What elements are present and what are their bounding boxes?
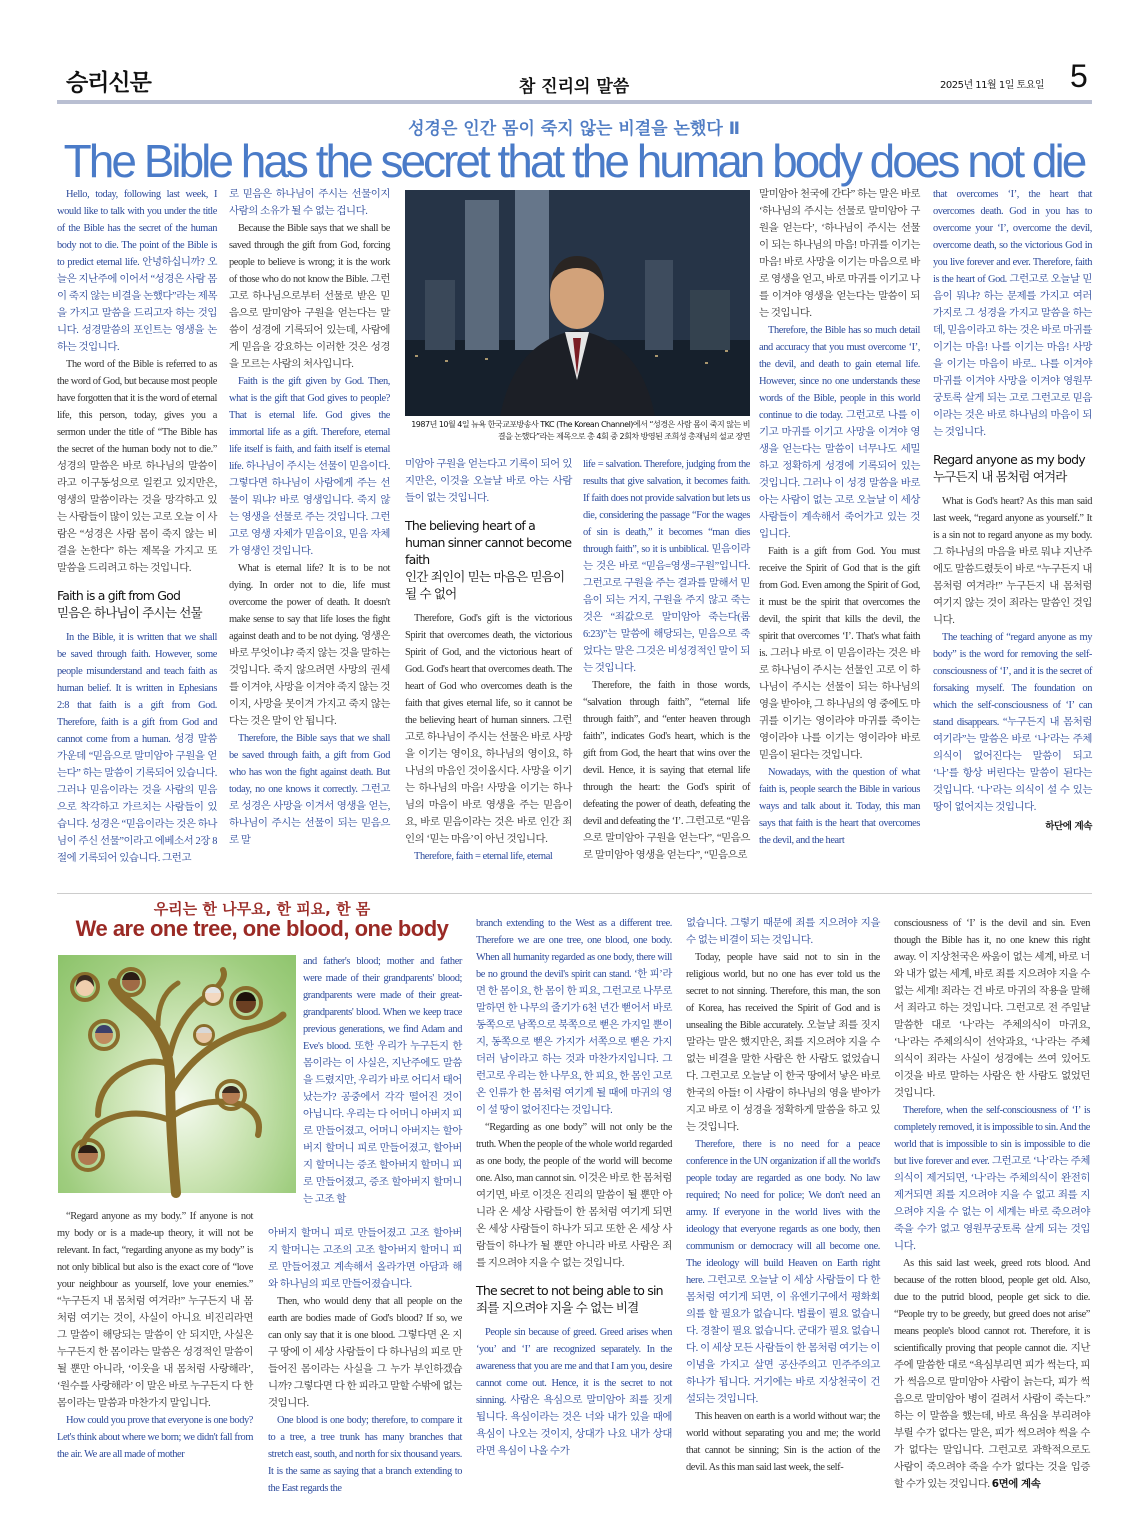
paragraph-text: 말미암아 천국에 간다” 하는 말은 바로 ‘하나님의 주시는 선물로 말미암아 구원을 얻는다’, ‘하나님이 주시는 선물이 되는 하나님의 마음! 마귀를 이기는 마음! 바로 사망을 이기는 마음으로 바로 영생을 얻고, 바로 마귀를 이기고 나를 이겨야 영생을 얻는다는 말씀이 되는 것입니다. <box>759 189 920 319</box>
paragraph <box>894 1102 1090 1255</box>
paragraph-text: “Regard anyone as my body.” If anyone is not my body or is a made-up theory, it will not be relevant. In fact, “regarding anyone as my body” is not only biblical but also is the exact core of “love your neighbour as yourself, love your enemies.” “누구든지 내 몸처럼 여겨라!” 누구든지 내 몸처럼 여기는 것이, 사실이 아니요 비진리라면 그 말씀이 해당되는 말씀이 안 되지만, 사실은 누구든지 한 몸이라는 말씀은 성경적인 말씀이 될 뿐만 아니라, ‘이웃을 내 몸처럼 사랑해라’, ‘원수를 사랑해라’ 이 말은 바로 누구든지 다 한 몸이라는 말씀과 마찬가지 말입니다. <box>57 1211 253 1409</box>
paragraph-text: Therefore, God's gift is the victorious Spirit that overcomes death, the victorious Spirit of God, and the victorious heart of God. God's heart that overcomes death. The heart of God who overcomes death is the faith that gives eternal life, so it cannot be the believing heart of human sinners. 그런고로 하나님이 주시는 선물은 바로 사망을 이기는 영이요, 하나님의 영이요, 하나님의 마음인 것이올시다. 사망을 이기는 하나님의 마음! 사망을 이기는 하나님의 마음이 바로 영생을 주는 믿음이요, 바로 믿음이라는 것은 바로 인간 죄인의 ‘믿는 마음’이 아닌 것입니다. <box>405 613 572 845</box>
paragraph-text: Today, people have said not to sin in the religious world, but no one has ever told us the secret to not sinning. Therefore, this man, the son of Korea, has received the Spirit of God and is unsealing the Bible accurately. 오늘날 죄를 짓지 말라는 말은 했지만은, 죄를 지으려야 지을 수 없는 비결을 말한 사람은 한 사람도 없었습니다. 그런고로 오늘날 이 한국 땅에서 낳은 바로 한국의 아들! 이 사람이 하나님의 영을 받아가지고 바로 이 성경을 정확하게 말씀을 하고 있는 것입니다. <box>686 952 880 1133</box>
sidebar-column-3 <box>476 915 672 1488</box>
subheading-english: The believing heart of a human sinner cannot become faith <box>405 518 572 567</box>
photo-caption: 1987년 10월 4일 뉴욕 한국교포방송사 TKC (The Korean Channel)에서 “성경은 사람 몸이 죽지 않는 비결을 논했다”라는 제목으로 총 4회 중 2회차 방영된 조희성 총재님의 설교 장면 <box>411 420 750 441</box>
paragraph <box>57 356 217 577</box>
paragraph <box>583 456 750 677</box>
paragraph-text: What is God's heart? As this man said last week, “regard anyone as yourself.” It is a sin not to regard anyone as my body. 그 하나님의 마음을 바로 뭐냐 지난주에도 말씀드렸듯이 바로 “누구든지 내 몸처럼 여겨라!” 누구든지 내 몸처럼 여기지 않는 것이 죄라는 말씀인 것입니다. <box>933 496 1092 626</box>
paragraph-text: life = salvation. Therefore, judging from the results that give salvation, it becomes faith. If faith does not provide salvation but lets us die, considering the passage “For the wages of sin is death,” it becomes “man dies through faith”, so it is unbiblical. 믿음이라는 것은 바로 “믿음=영생=구원”입니다. 그런고로 구원을 주는 결과를 말해서 믿음이 되는 거지, 구원을 주지 않고 죽는 것은 “죄값으로 말미암아 죽는다(롬6:23)”는 말씀에 해당되는, 믿음으로 죽었다는 말은 그것은 비성경적인 말이 되는 것입니다. <box>583 459 750 674</box>
paragraph <box>759 322 920 543</box>
paragraph-text: 없습니다. 그렇기 때문에 죄를 지으려야 지을 수 없는 비결이 되는 것입니다. <box>686 918 880 946</box>
paragraph <box>268 1412 462 1497</box>
paragraph-text: consciousness of ‘I’ is the devil and sin. Even though the Bible has it, no one knew this right away. 이 지상천국은 싸움이 없는 세계, 바로 너와 내가 없는 세계, 바로 죄를 지으려야 지을 수 없는 세계! 죄라는 건 바로 마귀의 작용을 말해서 죄라고 하는 것입니다. 그런고로 전 주일날 말씀한 대로 ‘나’라는 주체의식이 마귀요, ‘나’라는 주체의식이 선악과요, ‘나’라는 주체의식이 죄라는 사실이 성경에는 쓰여 있어도 이것을 바로 말하는 사람은 한 사람도 없었던 것입니다. <box>894 918 1090 1099</box>
sidebar-title: We are one tree, one blood, one body <box>75 916 449 941</box>
article-kicker: 성경은 인간 몸이 죽지 않는 비결을 논했다 Ⅱ <box>408 119 740 139</box>
paragraph-text: Therefore, there is no need for a peace conference in the UN organization if all the world's people today are regarded as one body. No law required; No need for police; We don't need an army. If everyone in the world lives with the ideology that everyone regards as one body, then communism or democracy will all become one. The ideology will build Heaven on Earth right here. 그런고로 오늘날 이 세상 사람들이 다 한 몸처럼 여기게 되면, 이 유엔기구에서 평화회의를 할 필요가 없습니다. 법률이 필요 없습니다. 경찰이 필요 없습니다. 군대가 필요 없습니다. 이 세상 모든 사람들이 한 몸처럼 여기는 이 이념을 가지고 살면 공산주의고 민주주의고 하나가 됩니다. 거기에는 바로 지상천국이 건설되는 것입니다. <box>686 1139 880 1405</box>
paragraph-text: branch extending to the West as a different tree. Therefore we are one tree, one blood, one body. When all humanity regarded as one body, there will be no ground the devil's spirit can stand. ‘한 피’라면 한 몸이요, 한 몸이 한 피요, 그런고로 나무로 말하면 한 나무의 줄기가 6천 년간 뻗어서 바로 동쪽으로 남쪽으로 북쪽으로 뻗은 가지일 뿐이지, 동쪽으로 뻗은 가지가 서쪽으로 뻗은 가지더러 남이라고 하는 것과 마찬가지입니다. 그런고로 우리는 한 나무요, 한 피요, 한 몸인 고로 온 인류가 한 몸처럼 여기게 될 때에 마귀의 영이 설 땅이 없어진다는 것입니다. <box>476 918 672 1116</box>
sidebar-column-1 <box>57 1208 253 1488</box>
subheading-korean: 인간 죄인이 믿는 마음은 믿음이 될 수 없어 <box>405 569 565 601</box>
family-tree-image <box>58 955 296 1193</box>
section-divider <box>57 893 1092 894</box>
paragraph <box>933 493 1092 629</box>
paragraph-text: As this said last week, greed rots blood. And because of the rotten blood, people get old. Also, due to the putrid blood, people get sick to die. “People try to be greedy, but greed does not arise” means people's blood cannot rot. Therefore, it is scientifically proving that people cannot die. 지난주에 말씀한 대로 “욕심부리면 피가 썩는다, 피가 썩음으로 말미암아 사람이 늙는다, 피가 썩음으로 말미암아 병이 걸려서 사람이 죽는다.” 하는 이 말씀을 했는데, 바로 욕심을 부리려야 부릴 수가 없다는 말은, 피가 썩으려야 썩을 수가 없다는 말입니다. 그런고로 과학적으로도 사람이 죽으려야 죽을 수가 없다는 것을 입증할 수가 있는 것입니다. <box>894 1258 1090 1490</box>
subheading <box>476 1282 672 1316</box>
page-number: 5 <box>1070 58 1088 94</box>
paragraph <box>894 915 1090 1102</box>
paragraph <box>229 560 390 730</box>
article-column-1 <box>57 186 217 886</box>
article-column-6 <box>933 186 1092 886</box>
paragraph-text: “Regarding as one body” will not only be the truth. When the people of the whole world regarded as one body, the people of the world will become one. Also, man cannot sin. 이것은 바로 한 몸처럼 여기면, 바로 이것은 진리의 말씀이 될 뿐만 아니라 온 세상 사람들이 한 몸처럼 여기게 되면 온 세상 사람들이 하나가 되고 또한 온 세상 사람들이 하나가 될 뿐만 아니라 바로 사람은 죄를 지으려야 지을 수 없는 것입니다. <box>476 1122 672 1269</box>
section-title: 참 진리의 말씀 <box>518 77 630 97</box>
sidebar-column-2-lower <box>268 1225 462 1494</box>
article-column-5 <box>759 186 920 886</box>
paragraph <box>933 186 1092 441</box>
paragraph-text: Therefore, the Bible says that we shall be saved through faith, a gift from God who has won the fight against death. But today, no one knows it correctly. 그런고로 성경은 사망을 이겨서 영생을 얻는, 하나님이 주시는 선물이 되는 믿음으로 말 <box>229 733 390 846</box>
paragraph-text: Therefore, the faith in those words, “salvation through faith”, “eternal life through faith”, and “enter heaven through faith”, indicates God's heart, which is the gift from God, the heart that wins over the devil. Hence, it is saying that eternal life through the heart: the God's spirit of defeating the power of death, defeating the devil and defeating the ‘I’. 그런고로 “믿음으로 말미암아 구원을 얻는다”, “믿음으로 말미암아 영생을 얻는다”, “믿음으로 <box>583 680 750 861</box>
paragraph-text: Hello, today, following last week, I would like to talk with you under the title of the Bible has the secret of the human body not to die. The point of the Bible is to predict eternal life. 안녕하십니까? 오늘은 지난주에 이어서 “성경은 사람 몸이 죽지 않는 비결을 논했다”라는 제목을 가지고 말씀을 드리고자 하는 것입니다. 성경말씀의 포인트는 영생을 논하는 것입니다. <box>57 189 217 353</box>
subheading-english: The secret to not being able to sin <box>476 1283 663 1298</box>
newspaper-masthead: 승리신문 <box>66 70 151 96</box>
paragraph <box>476 915 672 1119</box>
article-column-2 <box>229 186 390 886</box>
paragraph <box>303 953 462 1208</box>
paragraph-text: How could you prove that everyone is one body? Let's think about where we born; we didn't fall from the air. We are all made of mother <box>57 1415 253 1460</box>
paragraph <box>933 629 1092 816</box>
paragraph <box>229 373 390 560</box>
paragraph-text: Therefore, faith = eternal life, eternal <box>414 851 553 862</box>
paragraph <box>268 1293 462 1412</box>
paragraph-text: 아버지 할머니 피로 만들어졌고 고조 할아버지 할머니는 고조의 고조 할아버지 할머니 피로 만들어졌고 계속해서 올라가면 아담과 해와 하나님의 피로 만들어졌습니다. <box>268 1228 462 1290</box>
paragraph-text: One blood is one body; therefore, to compare it to a tree, a tree trunk has many branches that stretch east, south, and north for six thousand years. It is the same as saying that a branch extending to the East regards the <box>268 1415 462 1494</box>
paragraph <box>686 949 880 1136</box>
paragraph-text: 로 믿음은 하나님이 주시는 선물이지 사람의 소유가 될 수 없는 겁니다. <box>229 189 390 217</box>
issue-date: 2025년 11월 1일 토요일 <box>940 80 1045 91</box>
paragraph-text: Faith is a gift from God. You must receive the Spirit of God that is the gift from God. Even among the Spirit of God, it must be the spirit that overcomes the devil, the spirit that kills the devil, the spirit that overcomes ‘I’. That's what faith is. 그러나 바로 이 믿음이라는 것은 바로 하나님이 주시는 선물인 고로 이 하나님이 주시는 선물이 되는 하나님의 영을 받아야, 그 하나님의 영 중에도 마귀를 이기는 영이라야 마귀를 죽이는 영이라야 나를 이기는 영이라야 바로 믿음이 된다는 것입니다. <box>759 546 920 761</box>
paragraph <box>229 730 390 849</box>
paragraph <box>57 186 217 356</box>
paragraph-text: Nowadays, with the question of what faith is, people search the Bible in various ways and talk about it. Today, this man says that faith is the heart that overcomes the devil, and the heart <box>759 767 920 846</box>
paragraph-text: Faith is the gift given by God. Then, what is the gift that God gives to people? That is eternal life. God gives the immortal life as a gift. Therefore, eternal life itself is faith, and faith itself is eternal life. 하나님이 주시는 선물이 믿음이다. 그렇다면 하나님이 사람에게 주는 선물이 뭐냐? 바로 영생입니다. 죽지 않는 영생을 선물로 주는 것입니다. 그런고로 영생 자체가 믿음이요, 믿음 자체가 영생인 것입니다. <box>229 376 390 557</box>
sidebar-column-4 <box>686 915 880 1488</box>
paragraph <box>476 1119 672 1272</box>
subheading <box>57 587 217 621</box>
paragraph <box>229 186 390 220</box>
paragraph <box>405 610 572 848</box>
family-tree-illustration <box>58 955 296 1193</box>
paragraph-text: Then, who would deny that all people on the earth are bodies made of God's blood? If so, we can only say that it is one blood. 그렇다면 온 지구 땅에 이 세상 사람들이 다 하나님의 피로 만들어진 몸이라는 사실을 그 누가 부인하겠습니까? 그렇다면 다 한 피라고 말할 수밖에 없는 것입니다. <box>268 1296 462 1409</box>
paragraph <box>57 629 217 867</box>
paragraph-text: Therefore, when the self-consciousness of ‘I’ is completely removed, it is impossible to sin. And the world that is impossible to sin is impossible to die but live forever and ever. 그런고로 ‘나’라는 주체의식이 제거되면, ‘나’라는 주체의식이 완전히 제거되면 죄를 지으려야 지을 수 없고 죄를 지으려야 지을 수 없는 이 세계는 바로 죽으려야 죽을 수가 없고 영원무궁토록 살게 되는 것입니다. <box>894 1105 1090 1252</box>
paragraph <box>686 1136 880 1408</box>
paragraph <box>405 848 572 865</box>
paragraph <box>686 915 880 949</box>
paragraph-text: The teaching of “regard anyone as my body” is the word for removing the self-consciousness of ‘I’, and it is the secret of forsaking myself. The foundation on which the self-consciousness of ‘I’ can stand disappears. “누구든지 내 몸처럼 여기라”는 말씀은 바로 ‘나’라는 주체의식이 없어진다는 말씀이 되고 ‘나’를 항상 버린다는 말씀이 된다는 것입니다. ‘나’라는 의식이 설 수 있는 땅이 없어지는 것입니다. <box>933 632 1092 813</box>
subheading <box>405 517 572 602</box>
continued-note: 하단에 계속 <box>1045 821 1092 832</box>
paragraph <box>229 220 390 373</box>
subheading <box>933 451 1092 485</box>
article-column-4 <box>583 456 750 886</box>
header-rule <box>57 100 1092 104</box>
paragraph-text: This heaven on earth is a world without war; the world without separating you and me; the world that cannot be sinning; Sin is the action of the devil. As this man said last week, the self- <box>686 1411 880 1473</box>
paragraph <box>894 1255 1090 1493</box>
paragraph <box>583 677 750 864</box>
sermon-photo <box>405 190 750 416</box>
continued-note: 6면에 계속 <box>991 1478 1041 1490</box>
sidebar-kicker: 우리는 한 나무요, 한 피요, 한 몸 <box>153 900 371 918</box>
paragraph-text: People sin because of greed. Greed arises when ‘you’ and ‘I’ are recognized separately. In the awareness that you are me and that I am you, desire cannot come out. Hence, it is the secret to not sinning. 사람은 욕심으로 말미암아 죄를 짓게 됩니다. 욕심이라는 것은 너와 내가 있을 때에 욕심이 나오는 것이지, 상대가 나요 내가 상대라면 욕심이 나올 수가 <box>476 1327 672 1457</box>
subheading-english: Regard anyone as my body <box>933 452 1085 467</box>
paragraph-text: What is eternal life? It is to be not dying. In order not to die, life must overcome the power of death. It doesn't make sense to say that life loses the fight against death and to be not dying. 영생은 바로 무엇이냐? 죽지 않는 것을 말하는 것입니다. 죽지 않으려면 사망의 권세를 이겨야, 사망을 이겨야 죽지 않는 것이지, 사망을 못이겨 가지고 죽지 않는다는 것은 말이 안 됩니다. <box>229 563 390 727</box>
subheading-korean: 믿음은 하나님이 주시는 선물 <box>57 605 202 620</box>
sidebar-column-5 <box>894 915 1090 1488</box>
subheading-english: Faith is a gift from God <box>57 588 181 603</box>
paragraph-text: In the Bible, it is written that we shall be saved through faith. However, some people misunderstand and teach faith as human belief. It is written in Ephesians 2:8 that faith is a gift from God. Therefore, faith is a gift from God and cannot come from a human. 성경 말씀 가운데 “믿음으로 말미암아 구원을 얻는다” 하는 말씀이 기록되어 있습니다. 그러나 믿음이라는 것을 사람의 믿음으로 착각하고 가르치는 사람들이 있습니다. 성경은 “믿음이라는 것은 하나님이 주신 선물”이라고 에베소서 2장 8절에 기록되어 있습니다. 그런고 <box>57 632 217 864</box>
paragraph <box>476 1324 672 1460</box>
paragraph <box>268 1225 462 1293</box>
paragraph-text: Therefore, the Bible has so much detail and accuracy that you must overcome ‘I’, the devil, and death to gain eternal life. However, since no one understands these words of the Bible, people in this world continue to die today. 그런고로 나를 이기고 마귀를 이기고 사망을 이겨야 영생을 얻는다는 말씀이 너무나도 세밀하고 정확하게 성경에 기록되어 있는 것입니다. 그러나 이 성경 말씀을 바로 아는 사람이 없는 고로 오늘날 이 세상 사람들이 계속해서 죽어가고 있는 것입니다. <box>759 325 920 540</box>
subheading-korean: 누구든지 내 몸처럼 여겨라 <box>933 469 1067 484</box>
paragraph-text: 미암아 구원을 얻는다고 기록이 되어 있지만은, 이것을 오늘날 바로 아는 사람들이 없는 것입니다. <box>405 459 572 504</box>
article-column-3 <box>405 456 572 886</box>
paragraph-text: Because the Bible says that we shall be saved through the gift from God, forcing people to believe is wrong; it is the work of those who do not know the Bible. 그런고로 하나님으로부터 선물로 받은 믿음으로 말미암아 구원을 얻는다는 말씀이 성경에 기록되어 있는데, 사람에게 믿음을 강요하는 이러한 것은 성경을 모르는 사람의 처사입니다. <box>229 223 390 370</box>
paragraph <box>759 186 920 322</box>
paragraph-text: The word of the Bible is referred to as the word of God, but because most people have forgotten that it is the word of eternal life, this person, today, gives you a sermon under the title of “The Bible has the secret of the human body not to die.” 성경의 말씀은 바로 하나님의 말씀이라고 이구동성으로 일컫고 있지만은, 영생의 말씀이라는 것을 망각하고 있는 사람들이 많이 있는 고로 오늘 이 사람은 “성경은 사람 몸이 죽지 않는 비결을 논한다” 하는 제목을 가지고 또 말씀을 드리려고 하는 것입니다. <box>57 359 217 574</box>
paragraph <box>57 1412 253 1463</box>
paragraph <box>759 764 920 849</box>
paragraph-text: that overcomes ‘I’, the heart that overcomes death. God in you has to overcome your ‘I’, overcome the devil, overcome death, so the victorious God in you live forever and ever. Therefore, faith is the heart of God. 그런고로 오늘날 믿음이 뭐냐? 하는 문제를 가지고 여러 가지로 그 성경을 가지고 말씀을 하는데, 믿음이라고 하는 것은 바로 마귀를 이기는 마음! 나를 이기는 마음! 사망을 이기는 마음이 바로.. 나를 이겨야 마귀를 이겨야 사망을 이겨야 영원무궁토록 살게 되는 고로 그런고로 믿음이라는 것은 바로 하나님의 마음이 되는 것입니다. <box>933 189 1092 438</box>
article-headline: The Bible has the secret that the human body does not die <box>63 135 1085 187</box>
paragraph-text: and father's blood; mother and father were made of their grandparents' blood; grandparents were made of their great-grandparents' blood. When we keep trace previous generations, we find Adam and Eve's blood. 또한 우리가 누구든지 한 몸이라는 이 사실은, 지난주에도 말씀을 드렸지만, 우리가 바로 어디서 태어났는가? 공중에서 각각 떨어진 것이 아닙니다. 우리는 다 어머니 아버지 피로 만들어졌고, 어머니 아버지는 할아버지 할머니 피로 만들어졌고, 할아버지 할머니는 증조 할아버지 할머니 피로 만들어졌고, 증조 할아버지 할머니는 고조 할 <box>303 956 462 1205</box>
paragraph <box>405 456 572 507</box>
sidebar-column-2-upper <box>303 953 462 1225</box>
paragraph <box>57 1208 253 1412</box>
paragraph <box>686 1408 880 1476</box>
subheading-korean: 죄를 지으려야 지을 수 없는 비결 <box>476 1300 639 1315</box>
paragraph <box>759 543 920 764</box>
sermon-photo-image <box>405 190 750 416</box>
